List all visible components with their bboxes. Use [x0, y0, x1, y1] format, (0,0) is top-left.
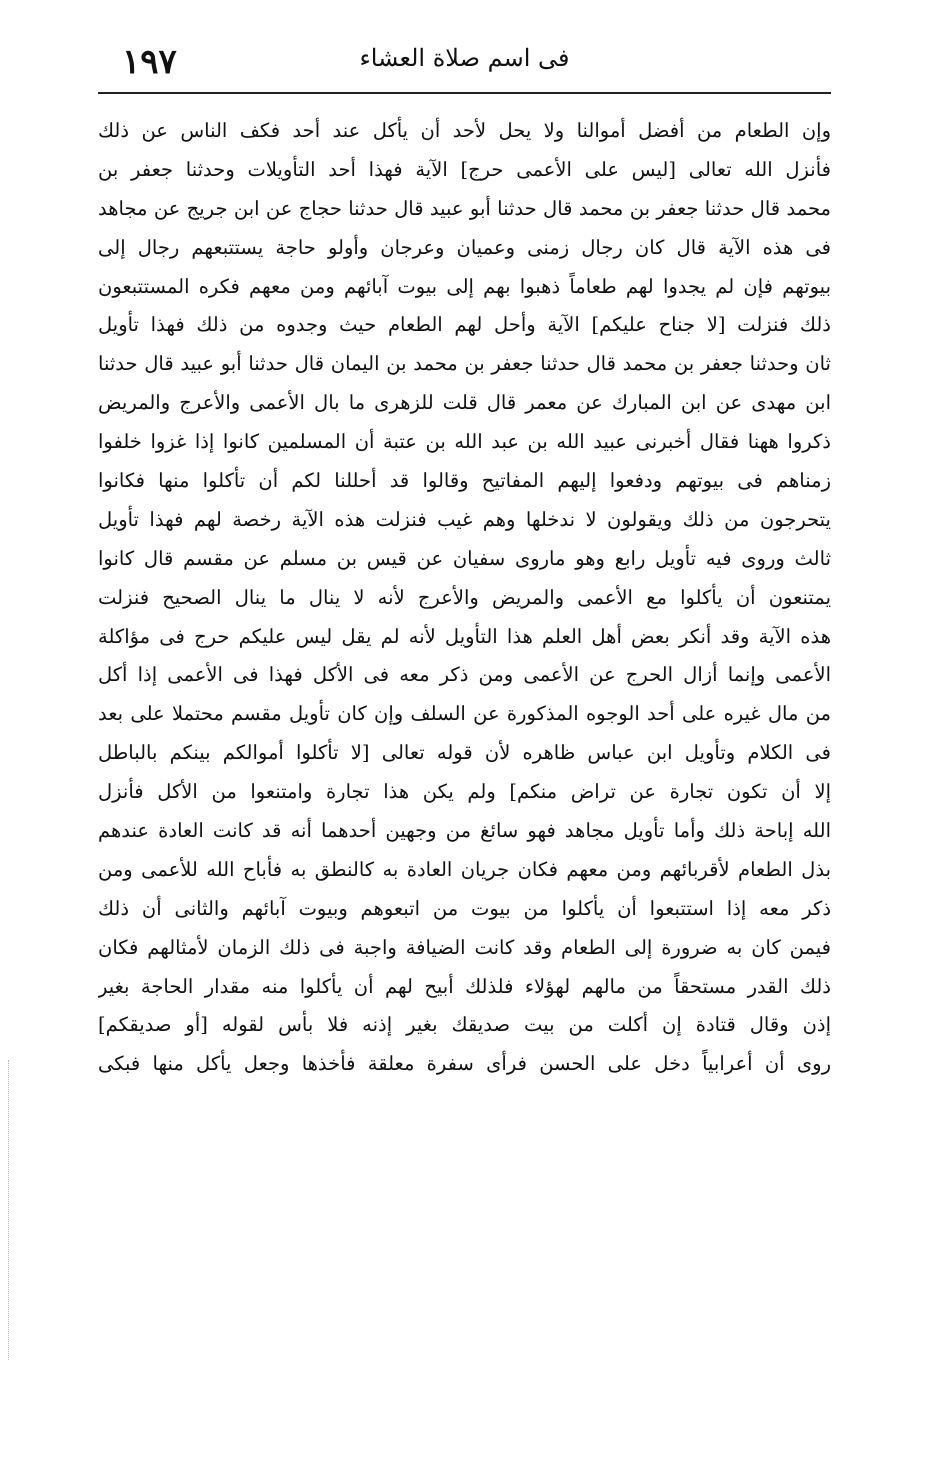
text-line: فأنزل الله تعالى [ليس على الأعمى حرج] الآية فهذا أحد التأويلات وحدثنا جعفر بن [98, 157, 831, 181]
text-line: فى الكلام وتأويل ابن عباس ظاهره لأن قوله تعالى [لا تأكلوا أموالكم بينكم بالباطل [98, 741, 831, 765]
text-line: وإن الطعام من أفضل أموالنا ولا يحل لأحد أن يأكل عند أحد فكف الناس عن ذلك [98, 119, 831, 142]
text-line: يتحرجون من ذلك ويقولون لا ندخلها وهم غيب فنزلت هذه الآية رخصة لهم فهذا تأويل [98, 507, 831, 531]
page-number: ١٩٧ [122, 42, 177, 82]
body-text [98, 112, 831, 1084]
text-line: إذن وقال قتادة إن أكلت من بيت صديقك بغير إذنه فلا بأس لقوله [أو صديقكم] [98, 1013, 831, 1037]
text-line: بيوتهم فإن لم يجدوا لهم طعاماً ذهبوا بهم إلى بيوت آبائهم ومن معهم فكره المستتبعون [98, 274, 831, 298]
text-line: ذكروا ههنا فقال أخبرنى عبيد الله بن عبد الله بن عتبة أن المسلمين كانوا إذا غزوا خلفوا [98, 430, 831, 454]
scan-margin-specks [8, 1060, 11, 1360]
running-title: فى اسم صلاة العشاء [359, 44, 570, 72]
text-line: فى هذه الآية قال كان رجال زمنى وعميان وعرجان وأولو حاجة يستتبعهم رجال إلى [98, 235, 831, 259]
text-line: ثالث وروى فيه تأويل رابع وهو ماروى سفيان عن قيس بن مسلم عن مقسم قال كانوا [98, 546, 831, 570]
text-line: ابن مهدى عن ابن المبارك عن معمر قال قلت للزهرى ما بال الأعمى والأعرج والمريض [98, 391, 831, 415]
text-line: زمناهم فى بيوتهم ودفعوا إليهم المفاتيح وقالوا قد أحللنا لكم أن تأكلوا منها فكانوا [98, 469, 831, 493]
page-header [98, 30, 831, 86]
text-line: الأعمى وإنما أزال الحرج عن الأعمى ومن ذكر معه فى الأكل فهذا فى الأعمى إذا أكل [98, 663, 831, 687]
text-line: إلا أن تكون تجارة عن تراض منكم] ولم يكن هذا تجارة وامتنعوا من الأكل فأنزل [98, 780, 831, 804]
text-line: ذلك القدر مستحقاً من مالهم لهؤلاء فلذلك أبيح لهم أن يأكلوا منه مقدار الحاجة بغير [98, 974, 831, 998]
text-line: ثان وحدثنا جعفر بن محمد قال حدثنا جعفر بن محمد بن اليمان قال حدثنا أبو عبيد قال حدثنا [98, 352, 831, 376]
text-line: روى أن أعرابياً دخل على الحسن فرأى سفرة معلقة فأخذها وجعل يأكل منها فبكى [98, 1052, 831, 1076]
text-line: بذل الطعام لأقربائهم ومن معهم فكان جريان العادة به كالنطق به فأباح الله للأعمى ومن [98, 857, 831, 881]
text-line: فيمن كان به ضرورة إلى الطعام وقد كانت الضيافة واجبة فى ذلك الزمان لأمثالهم فكان [98, 935, 831, 959]
text-line: ذلك فنزلت [لا جناح عليكم] الآية وأحل لهم الطعام حيث وجدوه من ذلك فهذا تأويل [98, 313, 831, 337]
text-line: من مال غيره على أحد الوجوه المذكورة عن السلف وإن كان تأويل مقسم محتملا على بعد [98, 702, 831, 726]
text-line: محمد قال حدثنا جعفر بن محمد قال حدثنا أبو عبيد قال حدثنا حجاج عن ابن جريج عن مجاهد [98, 196, 831, 220]
text-line: هذه الآية وقد أنكر بعض أهل العلم هذا التأويل لأنه لم يقل ليس عليكم حرج فى مؤاكلة [98, 624, 831, 648]
text-line: الله إباحة ذلك وأما تأويل مجاهد فهو سائغ من وجهين أحدهما أنه قد كانت العادة عندهم [98, 819, 831, 843]
header-divider [98, 92, 831, 94]
text-line: ذكر معه إذا استتبعوا أن يأكلوا من بيوت من اتبعوهم وبيوت آبائهم والثانى أن ذلك [98, 896, 831, 920]
text-line: يمتنعون أن يأكلوا مع الأعمى والمريض والأعرج لأنه لا ينال ما ينال الصحيح فنزلت [98, 585, 831, 609]
